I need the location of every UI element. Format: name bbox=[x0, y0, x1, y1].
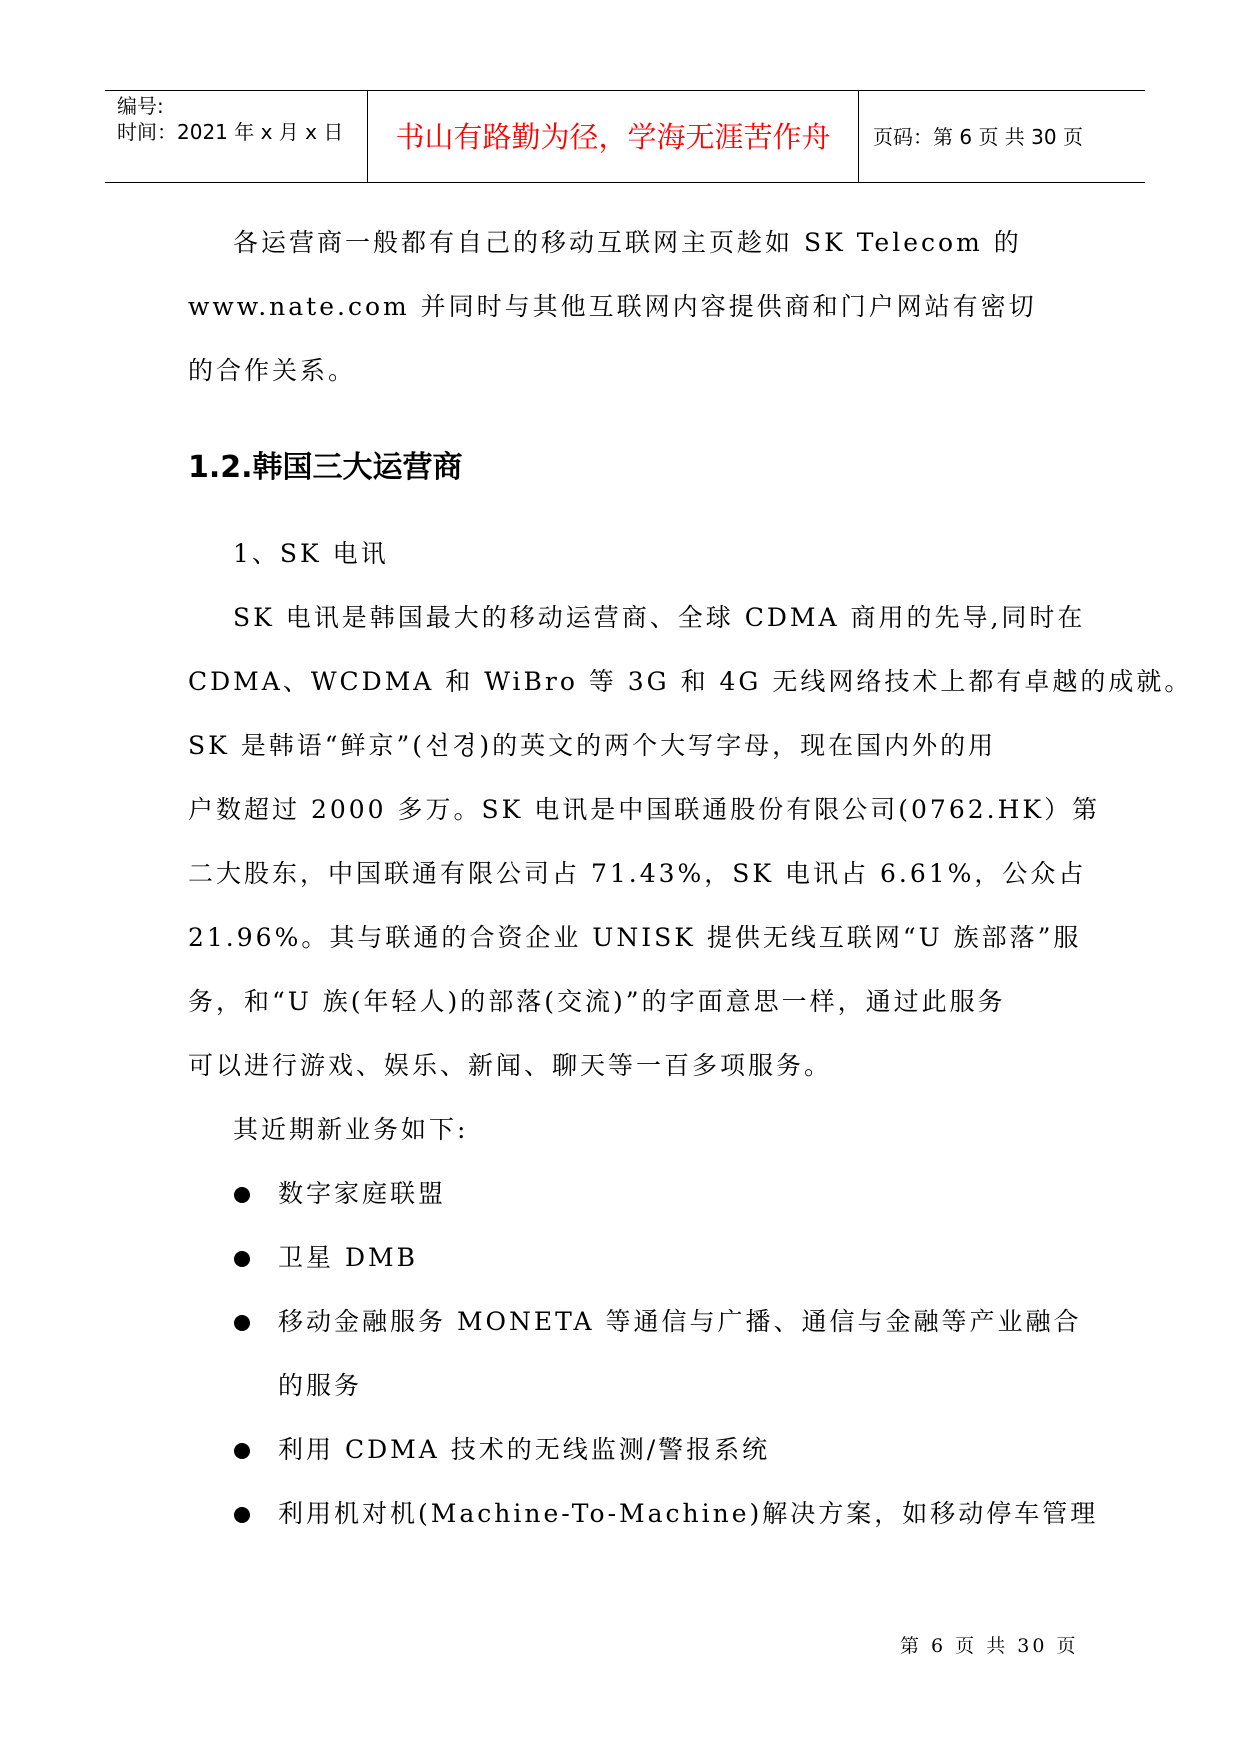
bullet-item: 卫星 DMB bbox=[278, 1243, 418, 1272]
bullet-dot-icon bbox=[234, 1251, 250, 1267]
new-business-intro: 其近期新业务如下: bbox=[233, 1115, 469, 1144]
header-motto: 书山有路勤为径，学海无涯苦作舟 bbox=[395, 120, 831, 154]
date-label: 时间：2021 年 x 月 x 日 bbox=[117, 120, 344, 144]
bullet-item: 数字家庭联盟 bbox=[278, 1179, 447, 1208]
paragraph-line: 二大股东，中国联通有限公司占 71.43%，SK 电讯占 6.61%，公众占 bbox=[188, 859, 1087, 888]
intro-line-1: 各运营商一般都有自己的移动互联网主页趁如 SK Telecom 的 bbox=[233, 228, 1022, 257]
bullet-item: 移动金融服务 MONETA 等通信与广播、通信与金融等产业融合 bbox=[278, 1307, 1082, 1336]
paragraph-line: CDMA、WCDMA 和 WiBro 等 3G 和 4G 无线网络技术上都有卓越的成就。 bbox=[188, 667, 1193, 696]
section-heading: 1.2.韩国三大运营商 bbox=[188, 450, 463, 485]
header-page-number: 页码：第 6 页 共 30 页 bbox=[873, 125, 1083, 149]
bullet-item: 利用机对机(Machine-To-Machine)解决方案，如移动停车管理 bbox=[278, 1499, 1099, 1528]
paragraph-line: 21.96%。其与联通的合资企业 UNISK 提供无线互联网“U 族部落”服 bbox=[188, 923, 1082, 952]
bullet-dot-icon bbox=[234, 1443, 250, 1459]
serial-number-label: 编号: bbox=[117, 94, 164, 118]
paragraph-line: 务，和“U 族(年轻人)的部落(交流)”的字面意思一样，通过此服务 bbox=[188, 987, 1006, 1016]
paragraph-line: 可以进行游戏、娱乐、新闻、聊天等一百多项服务。 bbox=[188, 1051, 833, 1080]
header-right-cell bbox=[859, 91, 1145, 182]
bullet-dot-icon bbox=[234, 1315, 250, 1331]
header-left-cell bbox=[105, 91, 368, 182]
paragraph-line: 户数超过 2000 多万。SK 电讯是中国联通股份有限公司(0762.HK）第 bbox=[188, 795, 1101, 824]
item-title: 1、SK 电讯 bbox=[233, 539, 389, 568]
intro-line-3: 的合作关系。 bbox=[188, 356, 357, 385]
paragraph-line: SK 电讯是韩国最大的移动运营商、全球 CDMA 商用的先导,同时在 bbox=[233, 603, 1086, 632]
bullet-dot-icon bbox=[234, 1507, 250, 1523]
bullet-dot-icon bbox=[234, 1187, 250, 1203]
footer-page-number: 第 6 页 共 30 页 bbox=[900, 1635, 1079, 1657]
intro-line-2: www.nate.com 并同时与其他互联网内容提供商和门户网站有密切 bbox=[188, 292, 1037, 321]
bullet-item: 利用 CDMA 技术的无线监测/警报系统 bbox=[278, 1435, 771, 1464]
header-middle-cell bbox=[368, 91, 859, 182]
paragraph-line: SK 是韩语“鲜京”(선경)的英文的两个大写字母，现在国内外的用 bbox=[188, 731, 997, 760]
page-header bbox=[105, 90, 1145, 183]
bullet-item-continuation: 的服务 bbox=[278, 1371, 363, 1400]
